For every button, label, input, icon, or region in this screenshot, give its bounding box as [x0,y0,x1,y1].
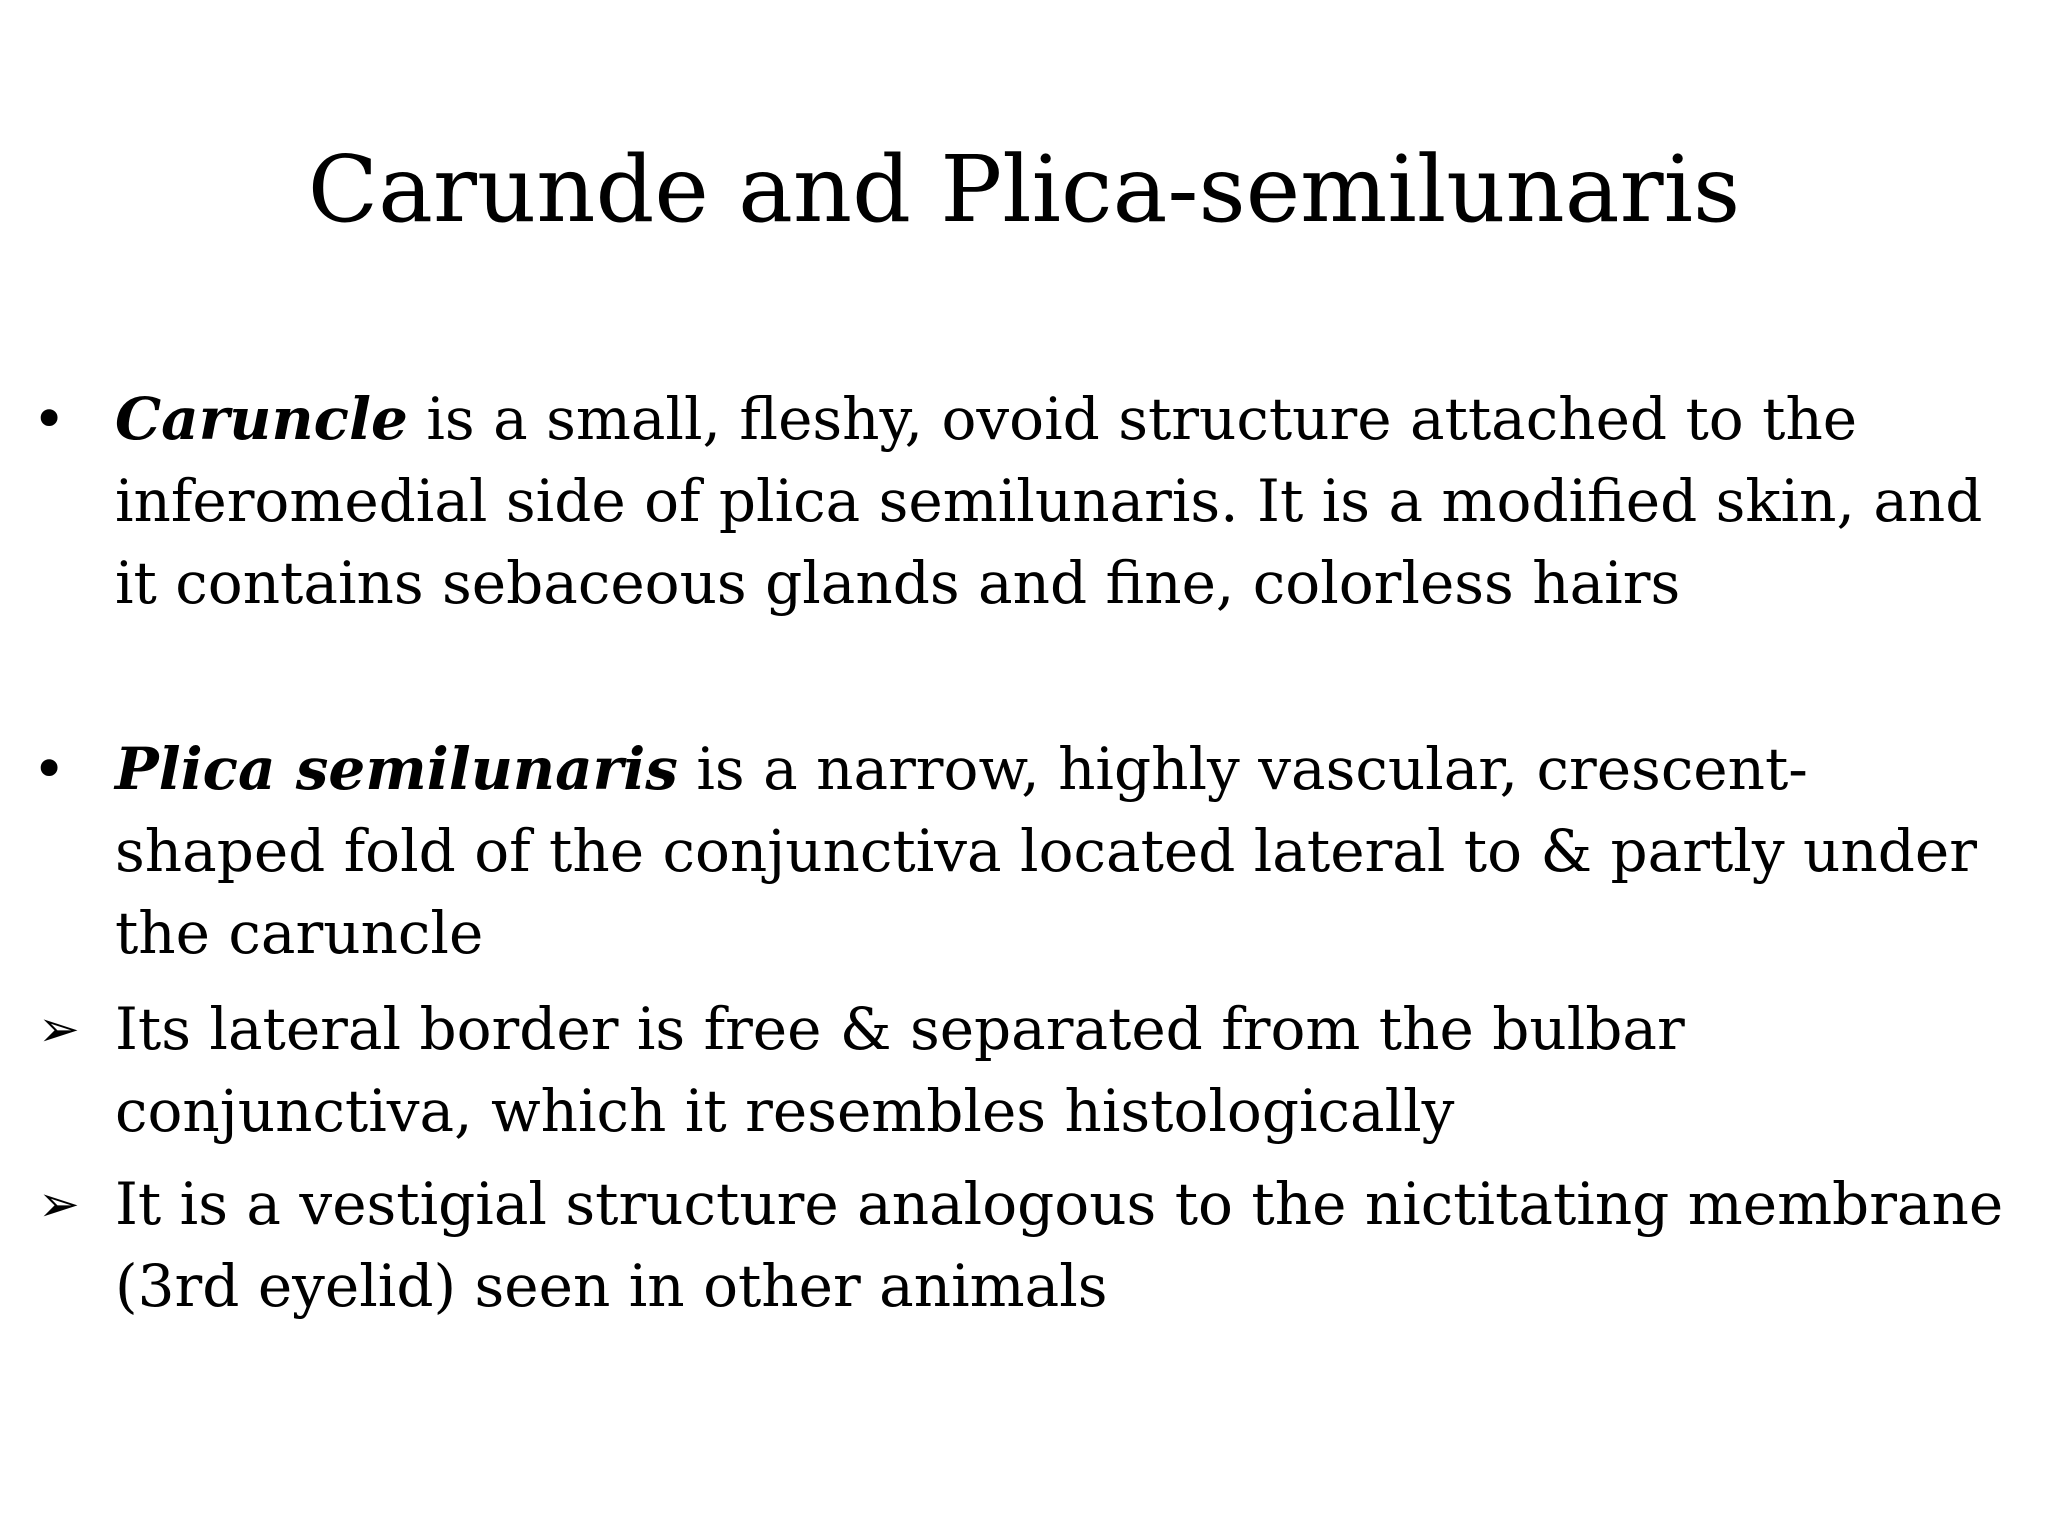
bullet-marker: • [32,385,67,453]
bullet-description: is a small, fleshy, ovoid structure attached to the inferomedial side of plica semilunaris. It is a modified skin, and it contains sebaceous glands and fine, colorless hairs [115,385,1983,617]
sub-bullet-text: Its lateral border is free & separated from the bulbar conjunctiva, which it resembles histologically [115,995,1685,1145]
arrow-bullet-icon: ➢ [38,1175,80,1233]
term-plica-semilunaris: Plica semilunaris [115,735,678,803]
bullet-description: is a narrow, highly vascular, crescent-shaped fold of the conjunctiva located lateral to & partly under the caruncle [115,735,1977,967]
bullet-text [115,378,2015,624]
bullet-text [115,728,2015,974]
arrow-bullet-icon: ➢ [38,1000,80,1058]
bullet-marker: • [32,735,67,803]
term-caruncle: Caruncle [115,385,408,453]
slide-title: Carunde and Plica-semilunaris [307,136,1741,243]
sub-bullet-text: It is a vestigial structure analogous to the nictitating membrane (3rd eyelid) seen in other animals [115,1170,2004,1320]
